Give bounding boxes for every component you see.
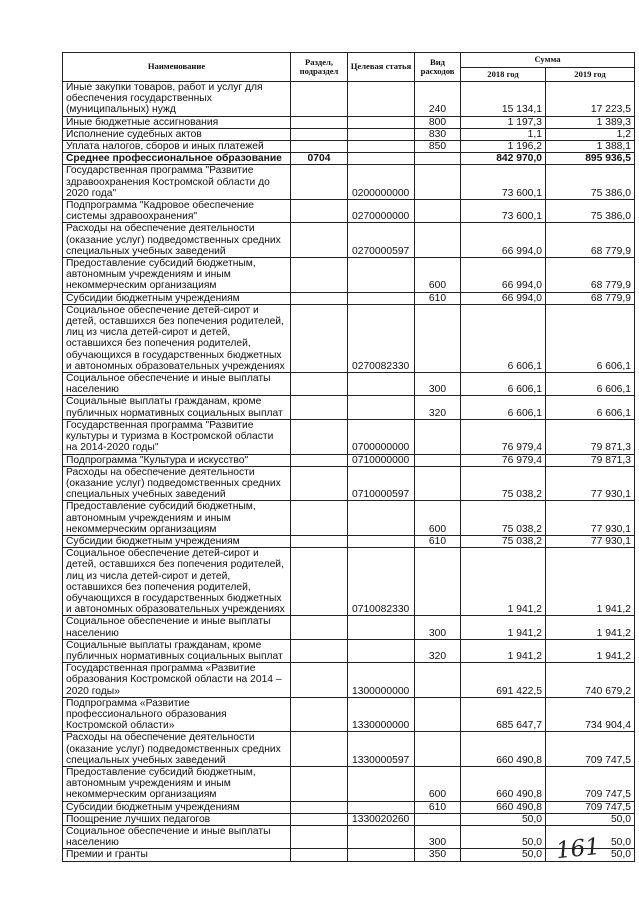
cell-target-article (348, 826, 415, 849)
cell-target-article (348, 116, 415, 128)
table-row (63, 697, 635, 732)
cell-sum-2018: 76 979,4 (461, 454, 546, 466)
cell-sum-2019: 1 388,1 (546, 141, 635, 153)
cell-target-article (348, 639, 415, 662)
cell-section (291, 663, 348, 698)
header-sum: Сумма (461, 53, 635, 68)
cell-expense-type: 320 (415, 396, 461, 419)
cell-sum-2019: 68 779,9 (546, 292, 635, 304)
cell-sum-2019: 1,2 (546, 128, 635, 140)
cell-sum-2018: 660 490,8 (461, 732, 546, 767)
cell-target-article (348, 128, 415, 140)
table-row (63, 454, 635, 466)
cell-sum-2019: 79 871,3 (546, 419, 635, 454)
cell-sum-2018: 660 490,8 (461, 801, 546, 813)
table-row (63, 639, 635, 662)
header-year-2019: 2019 год (546, 67, 635, 82)
table-body (63, 82, 635, 865)
cell-section (291, 535, 348, 547)
cell-sum-2018: 50,0 (461, 813, 546, 825)
cell-target-article: 0700000000 (348, 419, 415, 454)
cell-target-article (348, 501, 415, 536)
cell-expense-type: 610 (415, 535, 461, 547)
cell-sum-2018: 842 970,0 (461, 153, 546, 165)
cell-sum-2018: 75 038,2 (461, 501, 546, 536)
cell-expense-type (415, 419, 461, 454)
cell-sum-2019: 50,0 (546, 813, 635, 825)
cell-sum-2018: 1 941,2 (461, 548, 546, 616)
table-row (63, 548, 635, 616)
table-row (63, 766, 635, 801)
table-row (63, 466, 635, 501)
cell-name: Премии и гранты (63, 849, 291, 861)
cell-target-article (348, 292, 415, 304)
cell-section (291, 419, 348, 454)
cell-section (291, 454, 348, 466)
cell-expense-type: 300 (415, 826, 461, 849)
cell-target-article (348, 82, 415, 117)
cell-sum-2018: 6 606,1 (461, 304, 546, 372)
header-expense-type: Вид расходов (415, 53, 461, 82)
cell-expense-type (415, 165, 461, 200)
cell-name: Социальное обеспечение и иные выплаты населению (63, 616, 291, 639)
cell-sum-2018: 66 994,0 (461, 223, 546, 258)
cell-name: Расходы на обеспечение деятельности (оказание услуг) подведомственных средних специальных учебных заведений (63, 466, 291, 501)
budget-table-sheet (62, 52, 635, 865)
cell-name: Социальное обеспечение детей-сирот и детей, оставшихся без попечения родителей, лиц из числа детей-сирот и детей, оставшихся без попечения родителей, обучающихся в государственных бюджетных и автономных образовательных учреждениях (63, 304, 291, 372)
table-row (63, 304, 635, 372)
cell-sum-2018: 66 994,0 (461, 292, 546, 304)
cell-sum-2018: 6 606,1 (461, 373, 546, 396)
cell-sum-2018: 73 600,1 (461, 200, 546, 223)
cell-expense-type (415, 223, 461, 258)
cell-target-article: 0710000000 (348, 454, 415, 466)
cell-name: Субсидии бюджетным учреждениям (63, 535, 291, 547)
cell-name: Государственная программа "Развитие культуры и туризма в Костромской области на 2014-2020 годы" (63, 419, 291, 454)
cell-target-article: 1330000000 (348, 697, 415, 732)
table-row (63, 616, 635, 639)
cell-sum-2019: 709 747,5 (546, 732, 635, 767)
cell-name: Субсидии бюджетным учреждениям (63, 801, 291, 813)
cell-expense-type (415, 466, 461, 501)
cell-expense-type: 610 (415, 801, 461, 813)
cell-section (291, 697, 348, 732)
cell-section (291, 501, 348, 536)
cell-section (291, 849, 348, 861)
cell-section (291, 304, 348, 372)
cell-name: Подпрограмма «Развитие профессионального образования Костромской области» (63, 697, 291, 732)
cell-target-article: 0710000597 (348, 466, 415, 501)
cell-sum-2018: 1 197,3 (461, 116, 546, 128)
cell-section (291, 165, 348, 200)
cell-section (291, 258, 348, 293)
cell-name: Социальное обеспечение детей-сирот и детей, оставшихся без попечения родителей, лиц из числа детей-сирот и детей, оставшихся без попечения родителей, обучающихся в государственных бюджетных и автономных образовательных учреждениях (63, 548, 291, 616)
cell-sum-2019: 740 679,2 (546, 663, 635, 698)
cell-expense-type: 600 (415, 258, 461, 293)
cell-sum-2019: 6 606,1 (546, 304, 635, 372)
cell-section (291, 223, 348, 258)
cell-sum-2019: 1 941,2 (546, 548, 635, 616)
table-row (63, 535, 635, 547)
cell-section (291, 639, 348, 662)
cell-name: Исполнение судебных актов (63, 128, 291, 140)
cell-section (291, 128, 348, 140)
cell-expense-type: 300 (415, 616, 461, 639)
cell-name: Социальное обеспечение и иные выплаты населению (63, 373, 291, 396)
table-row (63, 373, 635, 396)
cell-target-article (348, 396, 415, 419)
cell-section (291, 82, 348, 117)
cell-name: Предоставление субсидий бюджетным, автономным учреждениям и иным некоммерческим организациям (63, 501, 291, 536)
cell-name: Социальные выплаты гражданам, кроме публичных нормативных социальных выплат (63, 396, 291, 419)
cell-sum-2019: 6 606,1 (546, 396, 635, 419)
cell-sum-2018: 50,0 (461, 826, 546, 849)
cell-expense-type: 800 (415, 116, 461, 128)
cell-target-article (348, 616, 415, 639)
cell-sum-2019: 1 941,2 (546, 639, 635, 662)
cell-target-article (348, 535, 415, 547)
cell-name: Подпрограмма "Культура и искусство" (63, 454, 291, 466)
cell-section (291, 766, 348, 801)
cell-sum-2019: 77 930,1 (546, 501, 635, 536)
table-row (63, 165, 635, 200)
table-row (63, 141, 635, 153)
cell-sum-2019: 734 904,4 (546, 697, 635, 732)
cell-name: Социальное обеспечение и иные выплаты населению (63, 826, 291, 849)
table-row (63, 419, 635, 454)
cell-name: Иные бюджетные ассигнования (63, 116, 291, 128)
cell-name: Расходы на обеспечение деятельности (оказание услуг) подведомственных средних специальных учебных заведений (63, 732, 291, 767)
cell-sum-2018: 691 422,5 (461, 663, 546, 698)
cell-expense-type: 320 (415, 639, 461, 662)
cell-sum-2019: 68 779,9 (546, 223, 635, 258)
cell-sum-2019: 75 386,0 (546, 200, 635, 223)
cell-sum-2019: 709 747,5 (546, 766, 635, 801)
cell-section (291, 732, 348, 767)
cell-sum-2019: 709 747,5 (546, 801, 635, 813)
cell-expense-type: 850 (415, 141, 461, 153)
cell-sum-2018: 1 196,2 (461, 141, 546, 153)
cell-section: 0704 (291, 153, 348, 165)
cell-expense-type: 350 (415, 849, 461, 861)
cell-expense-type (415, 304, 461, 372)
cell-section (291, 396, 348, 419)
header-target-article: Целевая статья (348, 53, 415, 82)
cell-name: Расходы на обеспечение деятельности (оказание услуг) подведомственных средних специальных учебных заведений (63, 223, 291, 258)
table-row (63, 116, 635, 128)
cell-sum-2018: 1 941,2 (461, 616, 546, 639)
cell-target-article (348, 849, 415, 861)
table-row (63, 826, 635, 849)
cell-target-article (348, 141, 415, 153)
cell-name: Предоставление субсидий бюджетным, автономным учреждениям и иным некоммерческим организациям (63, 258, 291, 293)
table-row (63, 223, 635, 258)
table-row (63, 732, 635, 767)
cell-sum-2018: 660 490,8 (461, 766, 546, 801)
cell-expense-type: 600 (415, 766, 461, 801)
cell-expense-type (415, 663, 461, 698)
table-row (63, 663, 635, 698)
cell-sum-2018: 15 134,1 (461, 82, 546, 117)
table-row (63, 813, 635, 825)
cell-target-article: 1330020260 (348, 813, 415, 825)
cell-section (291, 801, 348, 813)
cell-section (291, 813, 348, 825)
table-row (63, 200, 635, 223)
budget-table (62, 52, 635, 865)
cell-name: Среднее профессиональное образование (63, 153, 291, 165)
handwritten-page-number: 161 (554, 833, 602, 865)
cell-expense-type (415, 454, 461, 466)
cell-section (291, 373, 348, 396)
cell-target-article: 1300000000 (348, 663, 415, 698)
table-row (63, 292, 635, 304)
cell-name: Поощрение лучших педагогов (63, 813, 291, 825)
cell-target-article: 0270082330 (348, 304, 415, 372)
cell-section (291, 200, 348, 223)
cell-name: Субсидии бюджетным учреждениям (63, 292, 291, 304)
table-row (63, 128, 635, 140)
cell-section (291, 616, 348, 639)
cell-expense-type: 240 (415, 82, 461, 117)
cell-expense-type (415, 153, 461, 165)
cell-expense-type: 300 (415, 373, 461, 396)
cell-target-article: 0270000597 (348, 223, 415, 258)
cell-name: Социальные выплаты гражданам, кроме публичных нормативных социальных выплат (63, 639, 291, 662)
table-row (63, 801, 635, 813)
cell-sum-2019: 895 936,5 (546, 153, 635, 165)
cell-sum-2018: 685 647,7 (461, 697, 546, 732)
cell-sum-2018: 6 606,1 (461, 396, 546, 419)
cell-sum-2019: 77 930,1 (546, 535, 635, 547)
cell-sum-2018: 66 994,0 (461, 258, 546, 293)
cell-expense-type: 600 (415, 501, 461, 536)
cell-target-article: 1330000597 (348, 732, 415, 767)
cell-sum-2019: 50,0 (546, 826, 635, 849)
cell-name: Подпрограмма "Кадровое обеспечение системы здравоохранения" (63, 200, 291, 223)
cell-target-article (348, 801, 415, 813)
table-row (63, 258, 635, 293)
cell-name: Иные закупки товаров, работ и услуг для обеспечения государственных (муниципальных) нужд (63, 82, 291, 117)
table-row (63, 396, 635, 419)
cell-expense-type (415, 548, 461, 616)
cell-expense-type (415, 200, 461, 223)
cell-section (291, 141, 348, 153)
cell-sum-2019: 77 930,1 (546, 466, 635, 501)
cell-section (291, 466, 348, 501)
cell-section (291, 548, 348, 616)
cell-name: Государственная программа «Развитие образования Костромской области на 2014 – 2020 годы» (63, 663, 291, 698)
cell-sum-2018: 50,0 (461, 849, 546, 861)
cell-sum-2019: 1 389,3 (546, 116, 635, 128)
cell-sum-2019: 17 223,5 (546, 82, 635, 117)
cell-sum-2018: 76 979,4 (461, 419, 546, 454)
cell-expense-type (415, 813, 461, 825)
cell-expense-type: 610 (415, 292, 461, 304)
cell-target-article (348, 153, 415, 165)
cell-sum-2019: 6 606,1 (546, 373, 635, 396)
table-row (63, 82, 635, 117)
cell-name: Предоставление субсидий бюджетным, автономным учреждениям и иным некоммерческим организациям (63, 766, 291, 801)
cell-sum-2018: 73 600,1 (461, 165, 546, 200)
header-section: Раздел, подраздел (291, 53, 348, 82)
table-row (63, 153, 635, 165)
header-year-2018: 2018 год (461, 67, 546, 82)
cell-target-article (348, 766, 415, 801)
cell-sum-2018: 75 038,2 (461, 535, 546, 547)
cell-target-article (348, 258, 415, 293)
cell-expense-type: 830 (415, 128, 461, 140)
cell-target-article: 0270000000 (348, 200, 415, 223)
cell-name: Уплата налогов, сборов и иных платежей (63, 141, 291, 153)
cell-sum-2019: 1 941,2 (546, 616, 635, 639)
cell-sum-2019: 79 871,3 (546, 454, 635, 466)
cell-sum-2019: 75 386,0 (546, 165, 635, 200)
cell-sum-2018: 75 038,2 (461, 466, 546, 501)
cell-sum-2018: 1 941,2 (461, 639, 546, 662)
cell-target-article: 0710082330 (348, 548, 415, 616)
cell-name: Государственная программа "Развитие здравоохранения Костромской области до 2020 года" (63, 165, 291, 200)
cell-target-article: 0200000000 (348, 165, 415, 200)
cell-section (291, 116, 348, 128)
cell-sum-2019: 68 779,9 (546, 258, 635, 293)
table-row (63, 849, 635, 861)
header-name: Наименование (63, 53, 291, 82)
cell-section (291, 826, 348, 849)
cell-sum-2019: 50,0 (546, 849, 635, 861)
table-header (63, 53, 635, 82)
cell-expense-type (415, 732, 461, 767)
table-row (63, 501, 635, 536)
cell-expense-type (415, 697, 461, 732)
cell-section (291, 292, 348, 304)
cell-sum-2018: 1,1 (461, 128, 546, 140)
cell-target-article (348, 373, 415, 396)
